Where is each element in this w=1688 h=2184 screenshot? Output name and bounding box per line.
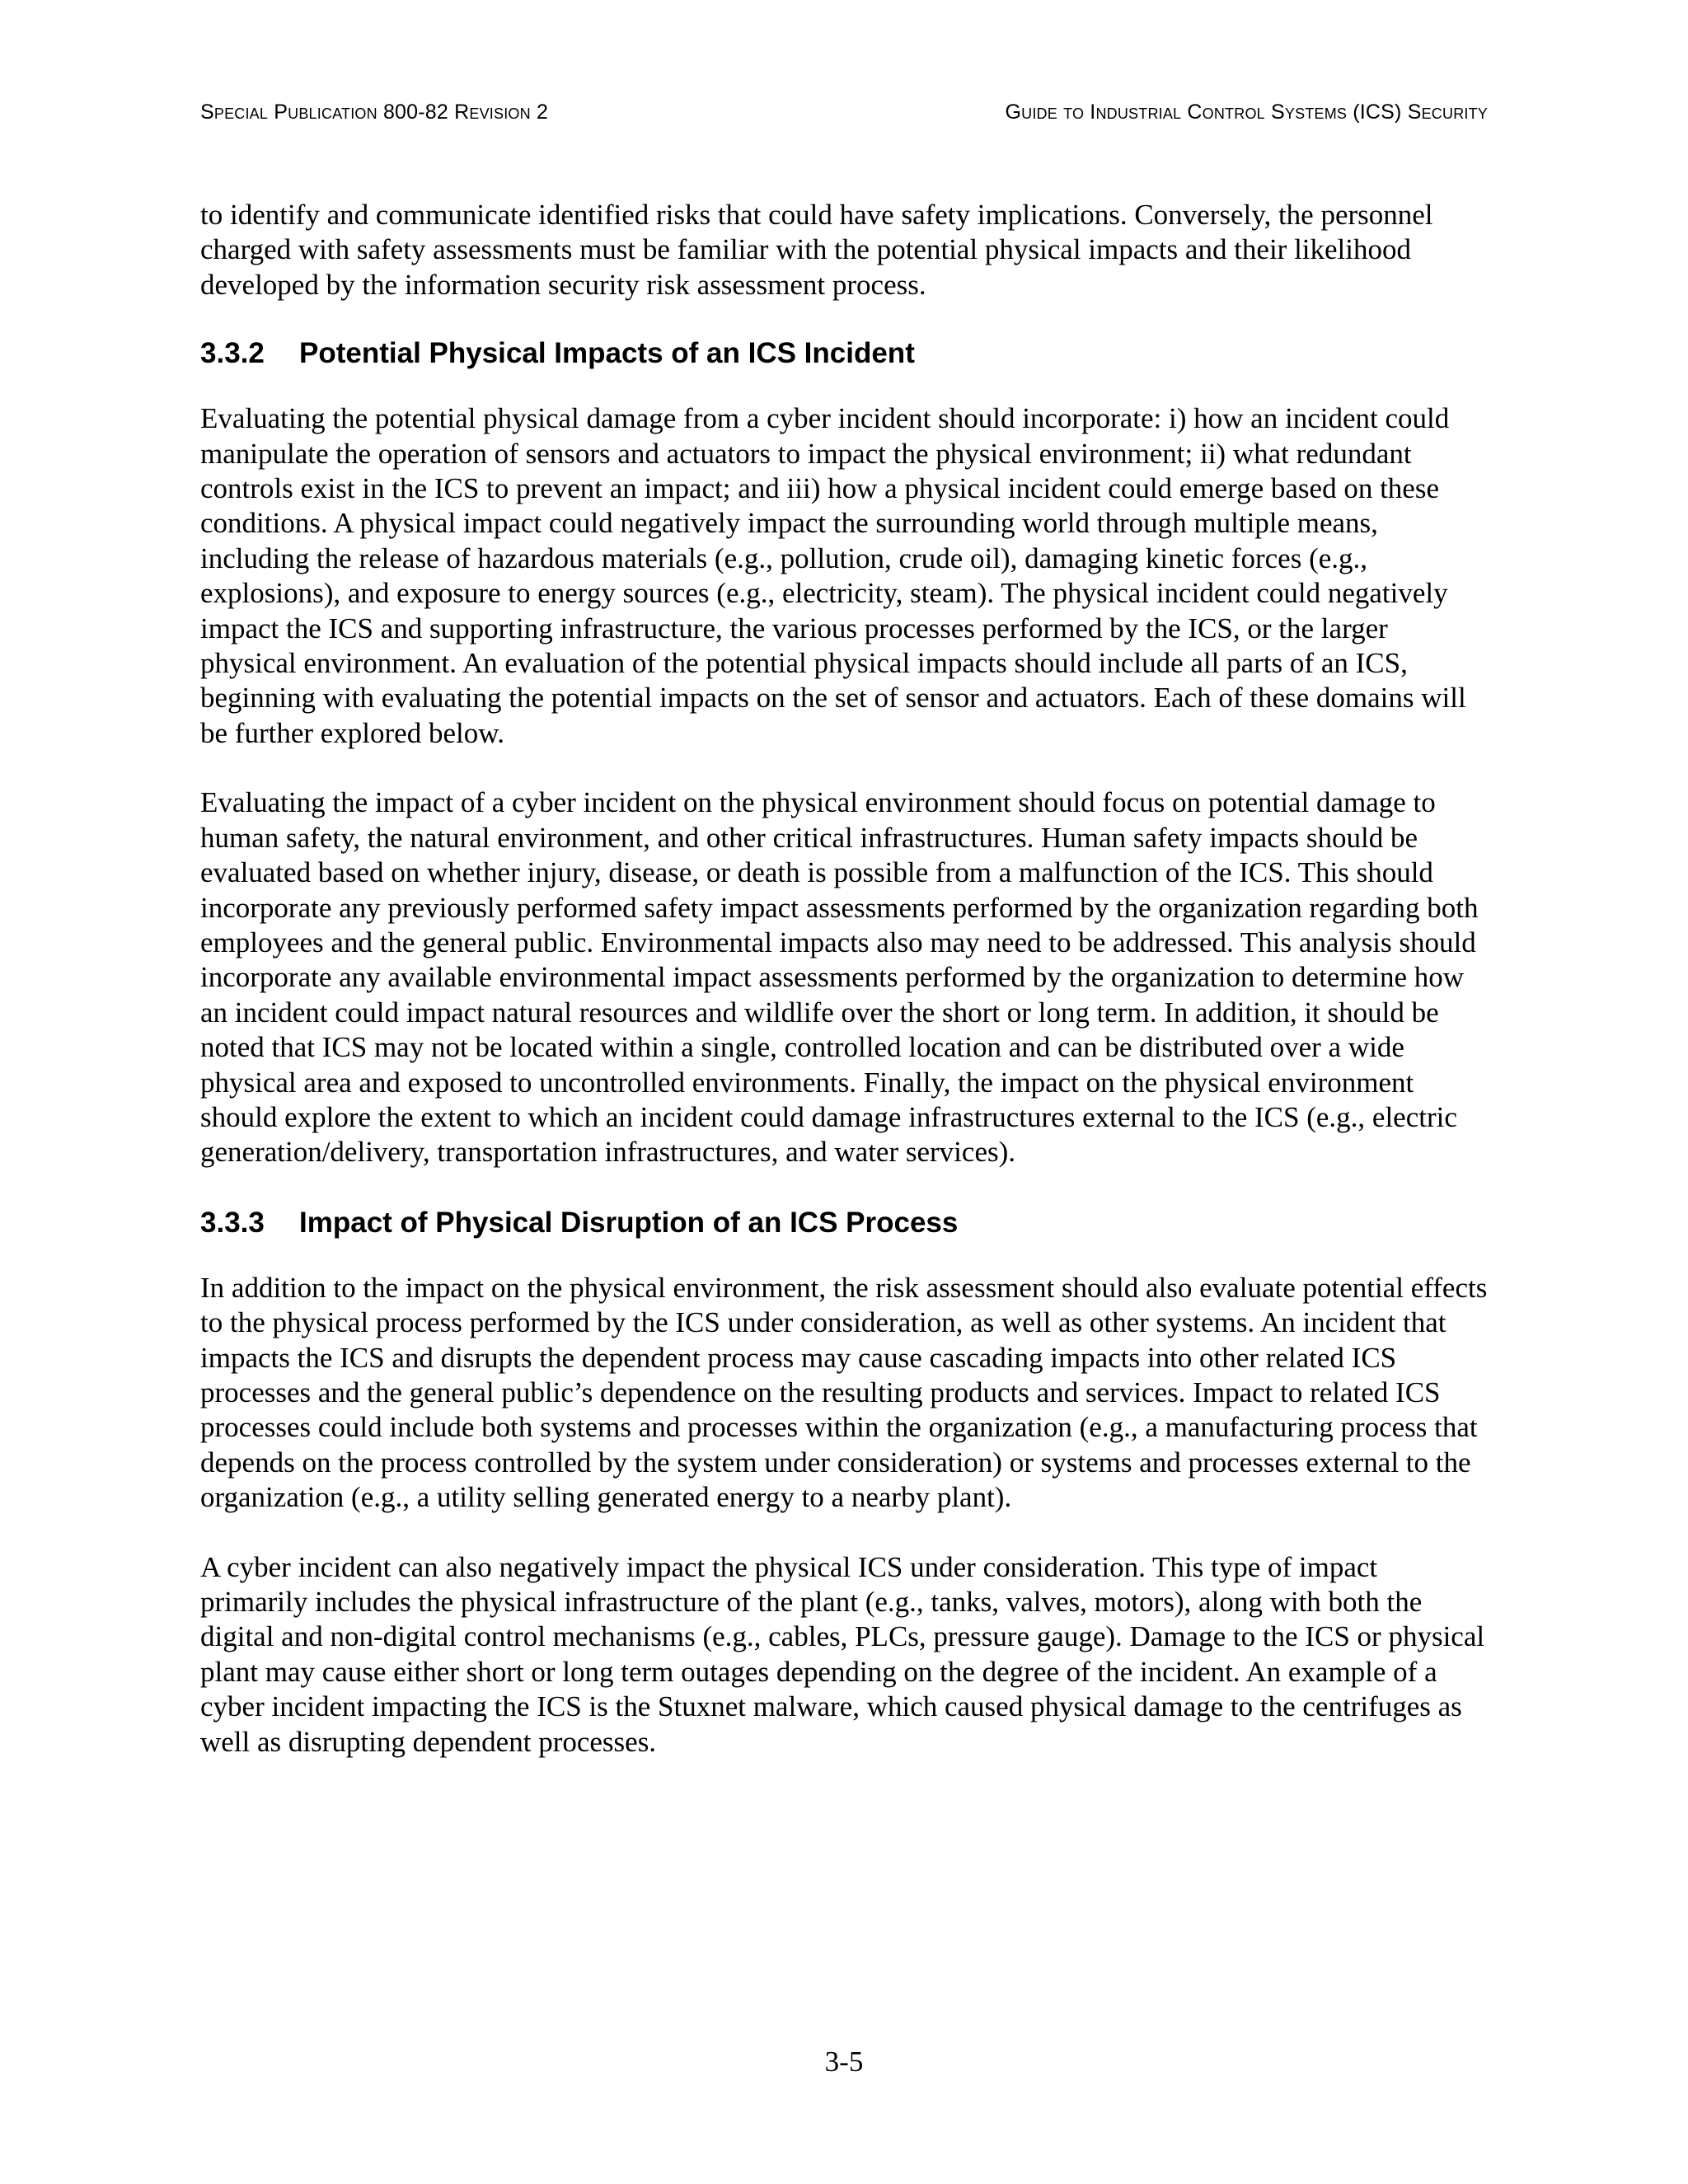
header-publication-title: Special Publication 800-82 Revision 2 — [200, 101, 549, 124]
section-title: Impact of Physical Disruption of an ICS Process — [299, 1206, 959, 1239]
body-paragraph: Evaluating the impact of a cyber incident on the physical environment should focus on potential damage to human safety, the natural environment, and other critical infrastructures. Human safety impacts should be evaluated based on whether injury, disease, or death is possible from a malfunction of the ICS. This should incorporate any previously performed safety impact assessments performed by the organization regarding both employees and the general public. Environmental impacts also may need to be addressed. This analysis should incorporate any available environmental impact assessments performed by the organization to determine how an incident could impact natural resources and wildlife over the short or long term. In addition, it should be noted that ICS may not be located within a single, controlled location and can be distributed over a wide physical area and exposed to uncontrolled environments. Finally, the impact on the physical environment should explore the extent to which an incident could damage infrastructures external to the ICS (e.g., electric generation/delivery, transportation infrastructures, and water services). — [200, 786, 1479, 1169]
section-heading — [200, 1205, 1488, 1241]
section-title: Potential Physical Impacts of an ICS Incident — [299, 337, 915, 370]
section-number: 3.3.2 — [200, 337, 265, 370]
section-number: 3.3.3 — [200, 1206, 265, 1239]
header-guide-title: Guide to Industrial Control Systems (ICS) Security — [1005, 101, 1488, 124]
section-heading — [200, 335, 1488, 372]
page-content — [200, 198, 1488, 1794]
page-number: 3-5 — [824, 2046, 864, 2078]
body-paragraph: Evaluating the potential physical damage from a cyber incident should incorporate: i) how an incident could manipulate the operation of sensors and actuators to impact the physical environment; ii) what redundant controls exist in the ICS to prevent an impact; and iii) how a physical incident could emerge based on these conditions. A physical impact could negatively impact the surrounding world through multiple means, including the release of hazardous materials (e.g., pollution, crude oil), damaging kinetic forces (e.g., explosions), and exposure to energy sources (e.g., electricity, steam). The physical incident could negatively impact the ICS and supporting infrastructure, the various processes performed by the ICS, or the larger physical environment. An evaluation of the potential physical impacts should include all parts of an ICS, beginning with evaluating the potential impacts on the set of sensor and actuators. Each of these domains will be further explored below. — [200, 402, 1466, 749]
running-header — [200, 101, 1488, 134]
body-paragraph: In addition to the impact on the physical environment, the risk assessment should also evaluate potential effects to the physical process performed by the ICS under consideration, as well as other systems. An incident that impacts the ICS and disrupts the dependent process may cause cascading impacts into other related ICS processes and the general public’s dependence on the resulting products and services. Impact to related ICS processes could include both systems and processes within the organization (e.g., a manufacturing process that depends on the process controlled by the system under consideration) or systems and processes external to the organization (e.g., a utility selling generated energy to a nearby plant). — [200, 1271, 1488, 1514]
intro-paragraph: to identify and communicate identified risks that could have safety implications. Conversely, the personnel charged with safety assessments must be familiar with the potential physical impacts and their likelihood developed by the information security risk assessment process. — [200, 199, 1433, 301]
section-3-3-2 — [200, 335, 1488, 1170]
body-paragraph: A cyber incident can also negatively impact the physical ICS under consideration. This type of impact primarily includes the physical infrastructure of the plant (e.g., tanks, valves, motors), along with both the digital and non-digital control mechanisms (e.g., cables, PLCs, pressure gauge). Damage to the ICS or physical plant may cause either short or long term outages depending on the degree of the incident. An example of a cyber incident impacting the ICS is the Stuxnet malware, which caused physical damage to the centrifuges as well as disrupting dependent processes. — [200, 1550, 1485, 1758]
section-3-3-3 — [200, 1205, 1488, 1760]
